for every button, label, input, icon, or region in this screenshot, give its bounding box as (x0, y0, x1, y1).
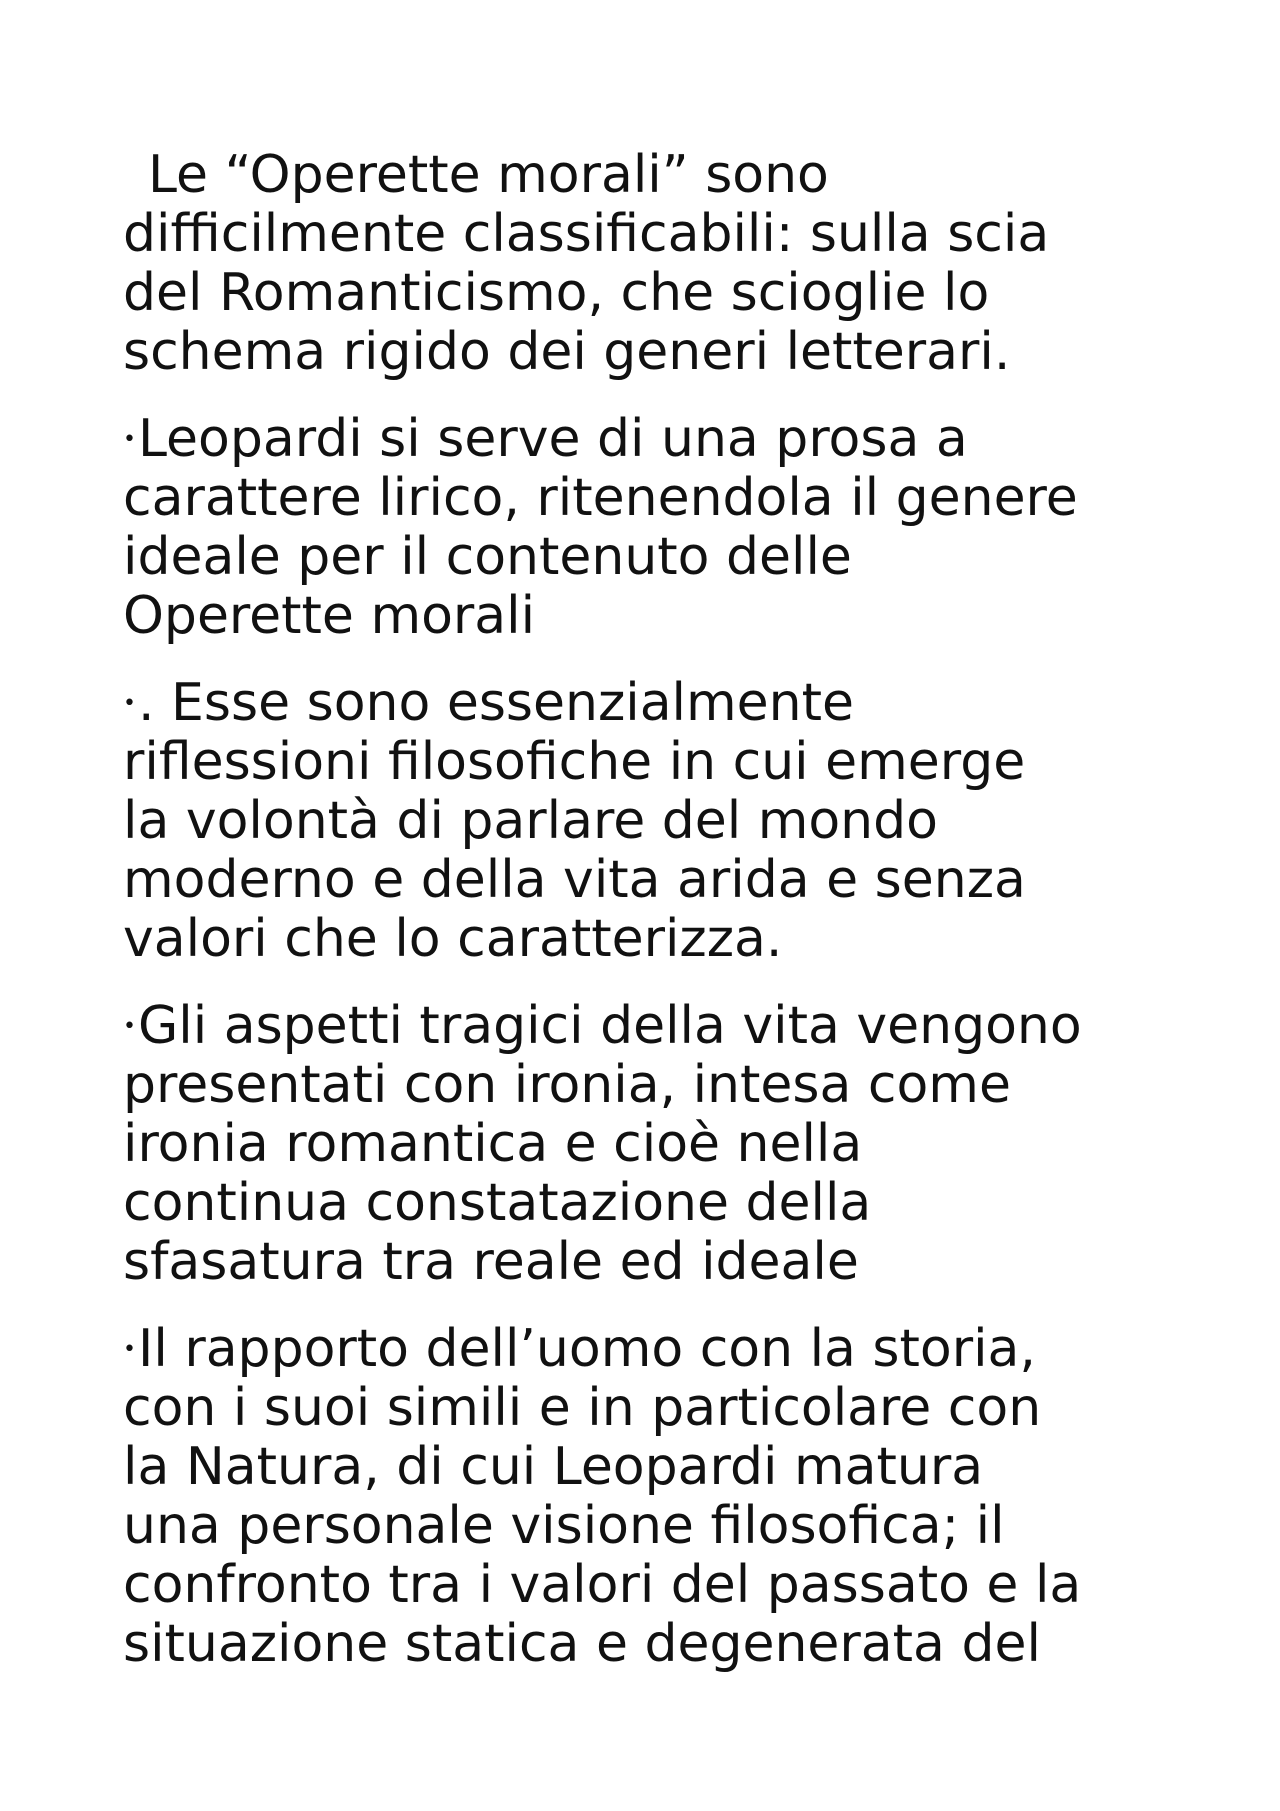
paragraph-line: la Natura, di cui Leopardi matura (123, 1437, 984, 1497)
paragraph-line: moderno e della vita arida e senza (123, 850, 1026, 910)
paragraph-riflessioni (123, 674, 1243, 969)
paragraph-line (123, 997, 1243, 1056)
paragraph-line: presentati con ironia, intesa come (123, 1055, 1011, 1115)
paragraph-line (123, 674, 1243, 733)
bullet-dot-icon: • (123, 427, 136, 452)
line-text: Il rapporto dell’uomo con la storia, (138, 1319, 1036, 1379)
bullet-dot-icon: • (123, 691, 136, 716)
bullet-dot-icon: • (123, 1337, 136, 1362)
line-text: Leopardi si serve di una prosa a (138, 409, 968, 469)
paragraph-natura (123, 1320, 1243, 1674)
paragraph-line (123, 1320, 1243, 1379)
paragraph-line: ironia romantica e cioè nella (123, 1114, 863, 1174)
paragraph-line: confronto tra i valori del passato e la (123, 1555, 1082, 1615)
paragraph-line: Operette morali (123, 586, 536, 646)
paragraph-prosa-lirica (123, 410, 1243, 646)
paragraph-line: con i suoi simili e in particolare con (123, 1378, 1042, 1438)
paragraph-line: schema rigido dei generi letterari. (123, 322, 1011, 382)
paragraph-line: riflessioni filosofiche in cui emerge (123, 732, 1026, 792)
line-text: . Esse sono essenzialmente (138, 673, 854, 733)
paragraph-intro (123, 146, 1243, 382)
paragraph-line (123, 146, 1243, 205)
paragraph-line: carattere lirico, ritenendola il genere (123, 468, 1078, 528)
line-text: Gli aspetti tragici della vita vengono (138, 996, 1082, 1056)
paragraph-line: difficilmente classificabili: sulla scia (123, 204, 1050, 264)
paragraph-line: del Romanticismo, che scioglie lo (123, 263, 990, 323)
paragraph-line: continua constatazione della (123, 1173, 872, 1233)
paragraph-line (123, 410, 1243, 469)
paragraph-line: situazione statica e degenerata del (123, 1614, 1041, 1674)
bullet-dot-icon: • (123, 1014, 136, 1039)
line-text: Le “Operette morali” sono (148, 145, 829, 205)
paragraph-line: la volontà di parlare del mondo (123, 791, 938, 851)
paragraph-line: ideale per il contenuto delle (123, 527, 852, 587)
document-body (123, 146, 1243, 1702)
paragraph-line: una personale visione filosofica; il (123, 1496, 1005, 1556)
paragraph-line: sfasatura tra reale ed ideale (123, 1232, 859, 1292)
paragraph-ironia (123, 997, 1243, 1292)
paragraph-line: valori che lo caratterizza. (123, 909, 783, 969)
